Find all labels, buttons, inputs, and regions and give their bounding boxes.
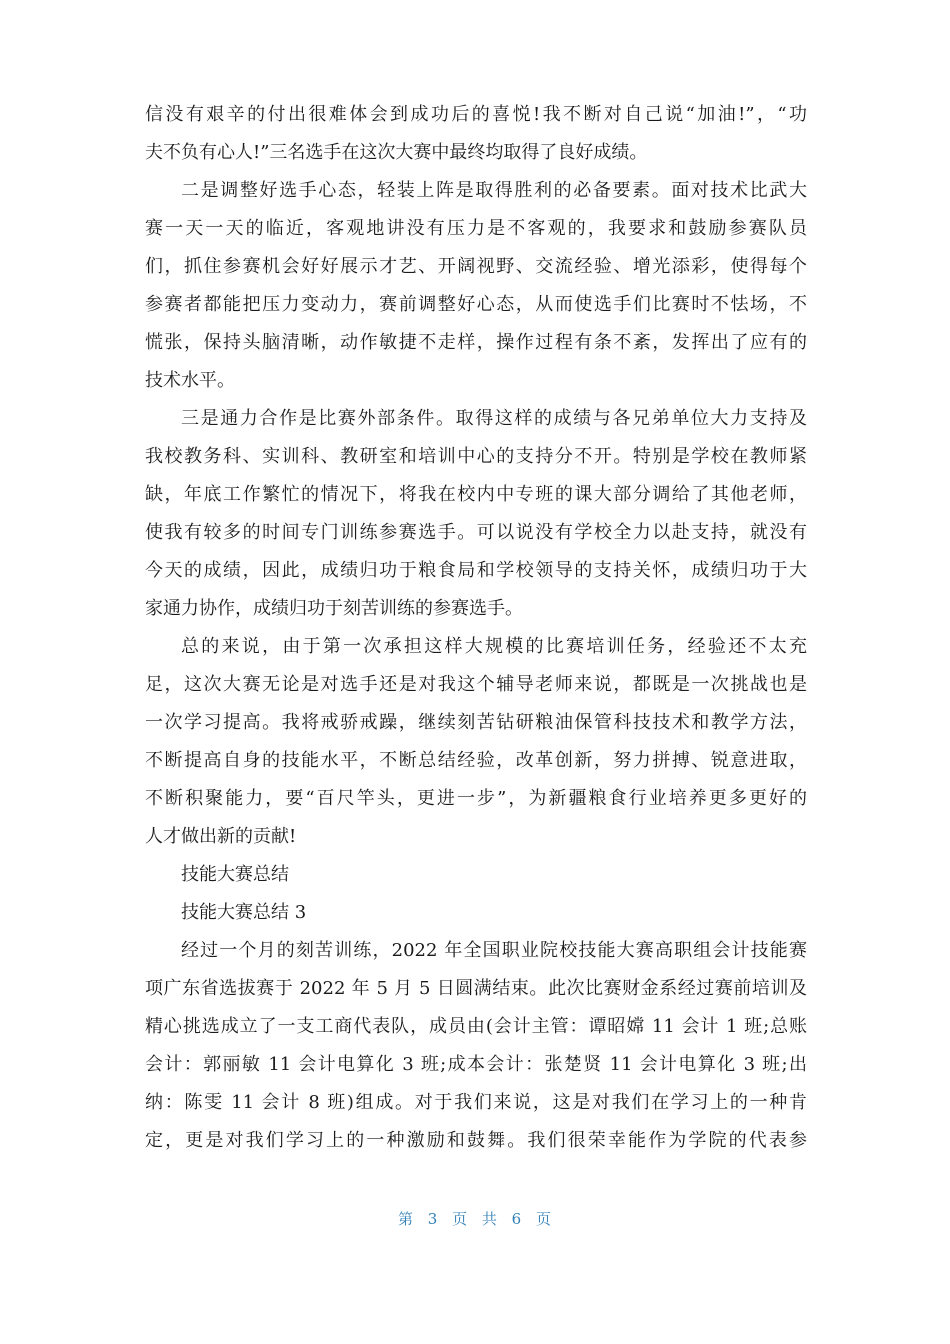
text-line: 不断提高自身的技能水平，不断总结经验，改革创新，努力拼搏、锐意进取， (145, 750, 807, 771)
document-body (145, 96, 807, 1160)
paragraph-start-line: 经过一个月的刻苦训练，2022 年全国职业院校技能大赛高职组会计技能赛 (181, 940, 807, 961)
text-line: 们，抓住参赛机会好好展示才艺、开阔视野、交流经验、增光添彩，使得每个 (145, 256, 807, 277)
section-subheading: 技能大赛总结 3 (181, 902, 307, 923)
text-line: 慌张，保持头脑清晰，动作敏捷不走样，操作过程有条不紊，发挥出了应有的 (145, 332, 807, 353)
text-line: 技术水平。 (145, 370, 235, 391)
text-line: 纳：陈雯 11 会计 8 班)组成。对于我们来说，这是对我们在学习上的一种肯 (145, 1092, 807, 1113)
text-line: 项广东省选拔赛于 2022 年 5 月 5 日圆满结束。此次比赛财金系经过赛前培训及 (145, 978, 807, 999)
text-line: 定，更是对我们学习上的一种激励和鼓舞。我们很荣幸能作为学院的代表参 (145, 1130, 807, 1151)
text-line: 缺，年底工作繁忙的情况下，将我在校内中专班的课大部分调给了其他老师， (145, 484, 807, 505)
text-line: 今天的成绩，因此，成绩归功于粮食局和学校领导的支持关怀，成绩归功于大 (145, 560, 807, 581)
text-line: 足，这次大赛无论是对选手还是对我这个辅导老师来说，都既是一次挑战也是 (145, 674, 807, 695)
text-line: 一次学习提高。我将戒骄戒躁，继续刻苦钻研粮油保管科技技术和教学方法， (145, 712, 807, 733)
text-line: 家通力协作，成绩归功于刻苦训练的参赛选手。 (145, 598, 523, 619)
section-heading: 技能大赛总结 (181, 864, 289, 885)
text-line: 我校教务科、实训科、教研室和培训中心的支持分不开。特别是学校在教师紧 (145, 446, 807, 467)
text-line: 赛一天一天的临近，客观地讲没有压力是不客观的，我要求和鼓励参赛队员 (145, 218, 807, 239)
paragraph-start-line: 总的来说，由于第一次承担这样大规模的比赛培训任务，经验还不太充 (181, 636, 807, 657)
text-line: 会计：郭丽敏 11 会计电算化 3 班;成本会计：张楚贤 11 会计电算化 3 班;出 (145, 1054, 807, 1075)
text-line: 不断积聚能力，要“百尺竿头，更进一步”，为新疆粮食行业培养更多更好的 (145, 788, 807, 809)
paragraph-start-line: 三是通力合作是比赛外部条件。取得这样的成绩与各兄弟单位大力支持及 (181, 408, 807, 429)
text-line: 夫不负有心人!”三名选手在这次大赛中最终均取得了良好成绩。 (145, 142, 648, 163)
text-line: 人才做出新的贡献! (145, 826, 297, 847)
page-number-footer: 第 3 页 共 6 页 (398, 1210, 552, 1228)
paragraph-start-line: 二是调整好选手心态，轻装上阵是取得胜利的必备要素。面对技术比武大 (181, 180, 807, 201)
text-line: 参赛者都能把压力变动力，赛前调整好心态，从而使选手们比赛时不怯场，不 (145, 294, 807, 315)
text-line: 信没有艰辛的付出很难体会到成功后的喜悦!我不断对自己说“加油!”，“功 (145, 104, 807, 125)
text-line: 使我有较多的时间专门训练参赛选手。可以说没有学校全力以赴支持，就没有 (145, 522, 807, 543)
text-line: 精心挑选成立了一支工商代表队，成员由(会计主管：谭昭嫦 11 会计 1 班;总账 (145, 1016, 807, 1037)
